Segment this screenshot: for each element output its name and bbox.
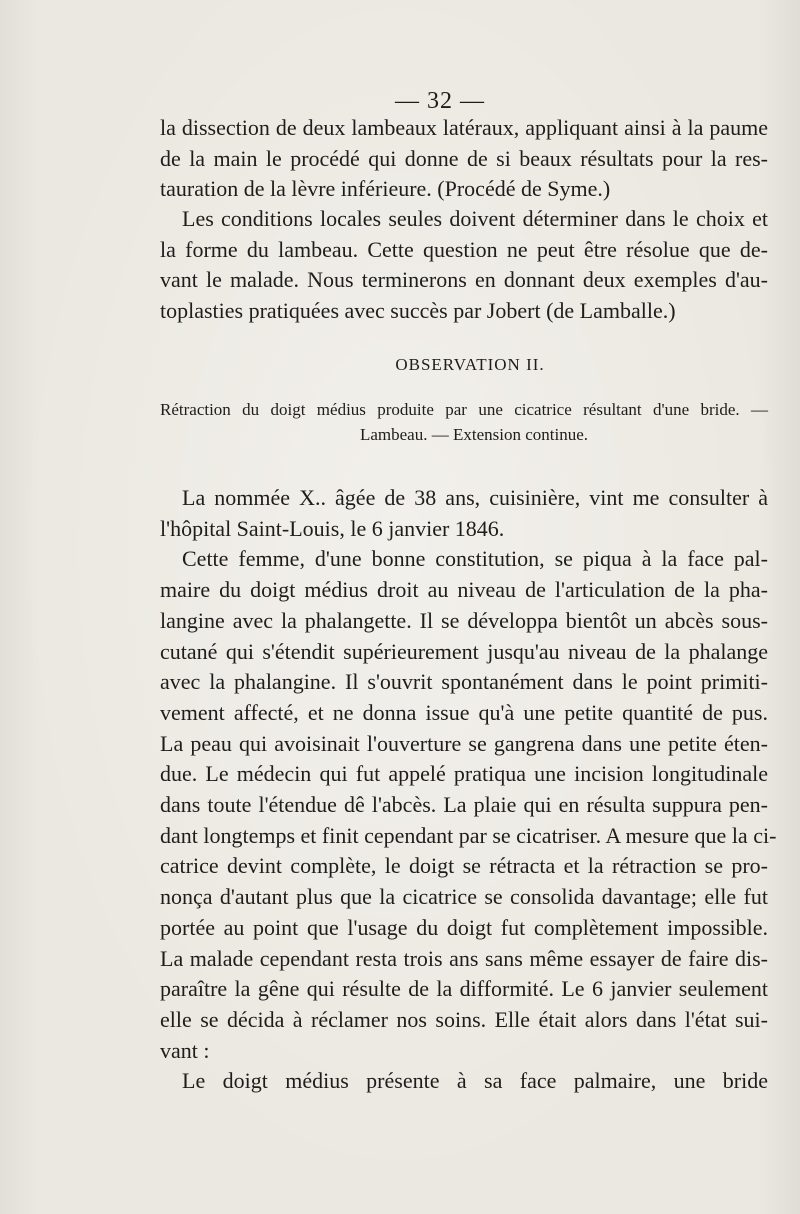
text-line: toplasties pratiquées avec succès par Jobert (de Lamballe.): [160, 297, 676, 323]
text-line: vant :: [160, 1037, 210, 1063]
text-line: catrice devint complète, le doigt se rétracta et la rétraction se pro-: [160, 853, 768, 879]
text-line: vement affecté, et ne donna issue qu'à une petite quantité de pus.: [160, 699, 768, 725]
text-line: vant le malade. Nous terminerons en donnant deux exemples d'au-: [160, 267, 768, 292]
text-line: l'hôpital Saint-Louis, le 6 janvier 1846.: [160, 515, 505, 541]
text-line: La peau qui avoisinait l'ouverture se gangrena dans une petite éten-: [160, 730, 768, 756]
summary-line: Rétraction du doigt médius produite par une cicatrice résultant d'une bride. —: [160, 400, 768, 419]
text-line: La nommée X.. âgée de 38 ans, cuisinière, vint me consulter à: [182, 485, 768, 510]
text-line: la forme du lambeau. Cette question ne peut être résolue que de-: [160, 236, 768, 262]
text-line: de la main le procédé qui donne de si beaux résultats pour la res-: [160, 145, 768, 171]
summary-line: Lambeau. — Extension continue.: [359, 425, 589, 444]
observation-heading: OBSERVATION II.: [395, 355, 545, 374]
text-line: portée au point que l'usage du doigt fut complètement impossible.: [160, 914, 768, 940]
paragraph-1: [160, 113, 768, 205]
text-line: Le doigt médius présente à sa face palmaire, une bride: [182, 1068, 768, 1094]
text-line: La malade cependant resta trois ans sans même essayer de faire dis-: [160, 945, 768, 971]
observation-summary: [160, 397, 768, 447]
text-line: paraître la gêne qui résulte de la difformité. Le 6 janvier seulement: [160, 976, 768, 1002]
text-line: elle se décida à réclamer nos soins. Elle était alors dans l'état sui-: [160, 1006, 768, 1032]
page-number: — 32 —: [395, 88, 485, 114]
observation-body: [160, 483, 777, 1097]
text-line: due. Le médecin qui fut appelé pratiqua une incision longitudinale: [160, 761, 768, 787]
text-line: Cette femme, d'une bonne constitution, se piqua à la face pal-: [182, 546, 768, 572]
paragraph-2: [160, 204, 768, 326]
text-line: la dissection de deux lambeaux latéraux, appliquant ainsi à la paume: [160, 115, 768, 140]
text-line: nonça d'autant plus que la cicatrice se consolida davantage; elle fut: [160, 884, 768, 910]
text-line: langine avec la phalangette. Il se développa bientôt un abcès sous-: [160, 607, 768, 633]
text-line: tauration de la lèvre inférieure. (Procédé de Syme.): [160, 176, 611, 201]
text-line: avec la phalangine. Il s'ouvrit spontanément dans le point primiti-: [160, 669, 768, 695]
text-line: Les conditions locales seules doivent déterminer dans le choix et: [182, 206, 768, 231]
text-line: dans toute l'étendue dê l'abcès. La plaie qui en résulta suppura pen-: [160, 792, 768, 818]
text-line: dant longtemps et finit cependant par se cicatriser. A mesure que la ci-: [160, 822, 777, 848]
text-line: cutané qui s'étendit supérieurement jusqu'au niveau de la phalange: [160, 638, 768, 664]
text-line: maire du doigt médius droit au niveau de l'articulation de la pha-: [160, 577, 768, 603]
